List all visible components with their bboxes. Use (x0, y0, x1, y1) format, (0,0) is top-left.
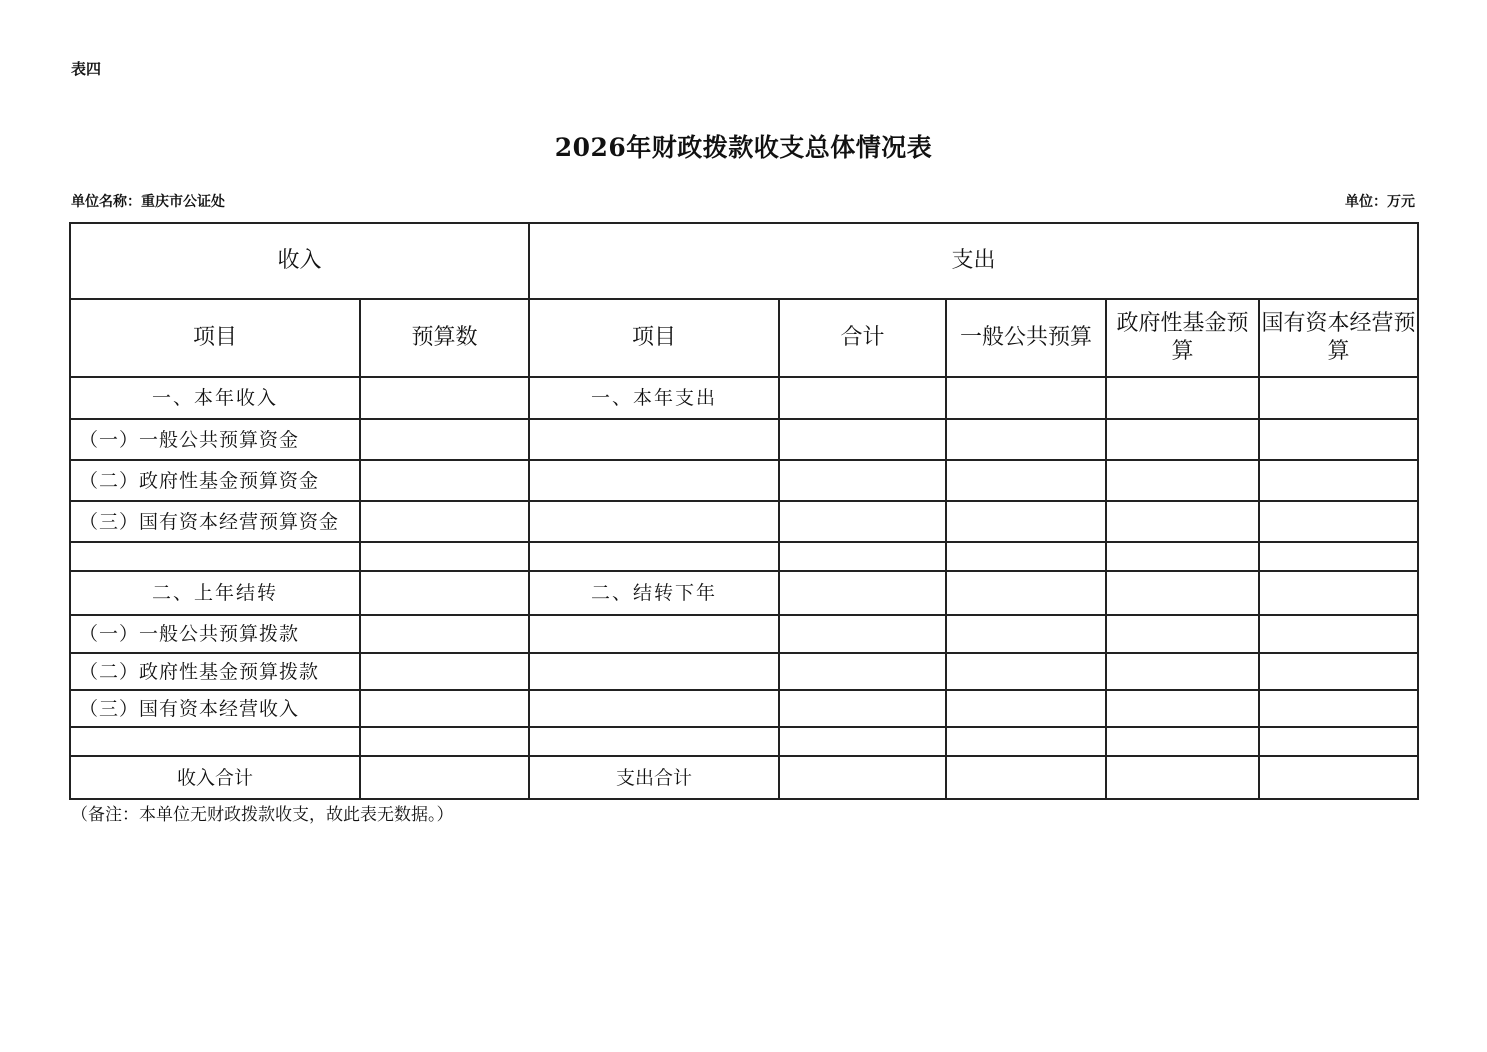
expense-item-cell (529, 690, 779, 727)
income-budget-cell (360, 571, 529, 615)
table-header-row-columns (70, 299, 1418, 377)
table-row (70, 727, 1418, 756)
income-budget-cell (360, 615, 529, 653)
income-item-cell: （二）政府性基金预算资金 (70, 460, 360, 501)
header-income-item: 项目 (70, 299, 360, 377)
expense-total-cell (779, 727, 946, 756)
table-header-row-group (70, 223, 1418, 299)
general-public-budget-cell (946, 727, 1106, 756)
table-row (70, 690, 1418, 727)
header-expense-item: 项目 (529, 299, 779, 377)
income-budget-cell (360, 542, 529, 571)
expense-item-cell (529, 615, 779, 653)
budget-table (69, 222, 1419, 800)
table-total-row (70, 756, 1418, 799)
income-item-cell: 二、上年结转 (70, 571, 360, 615)
expense-total-cell (779, 571, 946, 615)
general-public-budget-cell (946, 690, 1106, 727)
income-budget-cell (360, 756, 529, 799)
header-income-budget: 预算数 (360, 299, 529, 377)
income-budget-cell (360, 727, 529, 756)
income-total-label: 收入合计 (70, 756, 360, 799)
unit-name-label: 单位名称：重庆市公证处 (71, 194, 225, 210)
income-item-cell: （一）一般公共预算资金 (70, 419, 360, 460)
government-fund-budget-cell (1106, 542, 1259, 571)
table-row (70, 653, 1418, 690)
state-capital-budget-cell (1259, 690, 1418, 727)
general-public-budget-cell (946, 501, 1106, 542)
table-row (70, 501, 1418, 542)
expense-total-cell (779, 377, 946, 419)
income-budget-cell (360, 377, 529, 419)
header-state-capital-budget: 国有资本经营预算 (1259, 299, 1418, 377)
income-item-cell: 一、本年收入 (70, 377, 360, 419)
table-row (70, 615, 1418, 653)
header-general-public-budget: 一般公共预算 (946, 299, 1106, 377)
header-expense: 支出 (529, 223, 1418, 299)
government-fund-budget-cell (1106, 501, 1259, 542)
expense-total-cell (779, 419, 946, 460)
general-public-budget-cell (946, 460, 1106, 501)
general-public-budget-cell (946, 756, 1106, 799)
income-item-cell: （三）国有资本经营预算资金 (70, 501, 360, 542)
footnote: （备注：本单位无财政拨款收支，故此表无数据。） (71, 805, 454, 825)
expense-total-cell (779, 615, 946, 653)
government-fund-budget-cell (1106, 727, 1259, 756)
income-budget-cell (360, 501, 529, 542)
table-row (70, 542, 1418, 571)
general-public-budget-cell (946, 419, 1106, 460)
state-capital-budget-cell (1259, 460, 1418, 501)
income-budget-cell (360, 690, 529, 727)
government-fund-budget-cell (1106, 615, 1259, 653)
government-fund-budget-cell (1106, 419, 1259, 460)
income-budget-cell (360, 419, 529, 460)
government-fund-budget-cell (1106, 690, 1259, 727)
state-capital-budget-cell (1259, 756, 1418, 799)
income-item-cell: （二）政府性基金预算拨款 (70, 653, 360, 690)
income-item-cell (70, 542, 360, 571)
general-public-budget-cell (946, 571, 1106, 615)
income-budget-cell (360, 653, 529, 690)
state-capital-budget-cell (1259, 542, 1418, 571)
income-budget-cell (360, 460, 529, 501)
currency-unit-label: 单位：万元 (1345, 194, 1415, 210)
state-capital-budget-cell (1259, 571, 1418, 615)
government-fund-budget-cell (1106, 377, 1259, 419)
header-government-fund-budget: 政府性基金预算 (1106, 299, 1259, 377)
table-row (70, 460, 1418, 501)
table-row (70, 419, 1418, 460)
expense-total-cell (779, 756, 946, 799)
income-item-cell (70, 727, 360, 756)
table-row (70, 571, 1418, 615)
expense-item-cell: 一、本年支出 (529, 377, 779, 419)
expense-item-cell (529, 653, 779, 690)
expense-total-label: 支出合计 (529, 756, 779, 799)
expense-item-cell (529, 542, 779, 571)
general-public-budget-cell (946, 542, 1106, 571)
expense-total-cell (779, 690, 946, 727)
expense-total-cell (779, 460, 946, 501)
expense-total-cell (779, 653, 946, 690)
expense-item-cell (529, 727, 779, 756)
expense-item-cell (529, 501, 779, 542)
state-capital-budget-cell (1259, 727, 1418, 756)
government-fund-budget-cell (1106, 571, 1259, 615)
government-fund-budget-cell (1106, 653, 1259, 690)
state-capital-budget-cell (1259, 377, 1418, 419)
government-fund-budget-cell (1106, 756, 1259, 799)
state-capital-budget-cell (1259, 615, 1418, 653)
general-public-budget-cell (946, 653, 1106, 690)
expense-item-cell (529, 419, 779, 460)
government-fund-budget-cell (1106, 460, 1259, 501)
state-capital-budget-cell (1259, 419, 1418, 460)
header-expense-total: 合计 (779, 299, 946, 377)
table-number-label: 表四 (71, 60, 102, 78)
table-row (70, 377, 1418, 419)
expense-total-cell (779, 542, 946, 571)
expense-item-cell (529, 460, 779, 501)
header-income: 收入 (70, 223, 529, 299)
expense-total-cell (779, 501, 946, 542)
general-public-budget-cell (946, 615, 1106, 653)
state-capital-budget-cell (1259, 501, 1418, 542)
state-capital-budget-cell (1259, 653, 1418, 690)
page-title: 2026年财政拨款收支总体情况表 (554, 133, 933, 162)
general-public-budget-cell (946, 377, 1106, 419)
income-item-cell: （一）一般公共预算拨款 (70, 615, 360, 653)
income-item-cell: （三）国有资本经营收入 (70, 690, 360, 727)
expense-item-cell: 二、结转下年 (529, 571, 779, 615)
